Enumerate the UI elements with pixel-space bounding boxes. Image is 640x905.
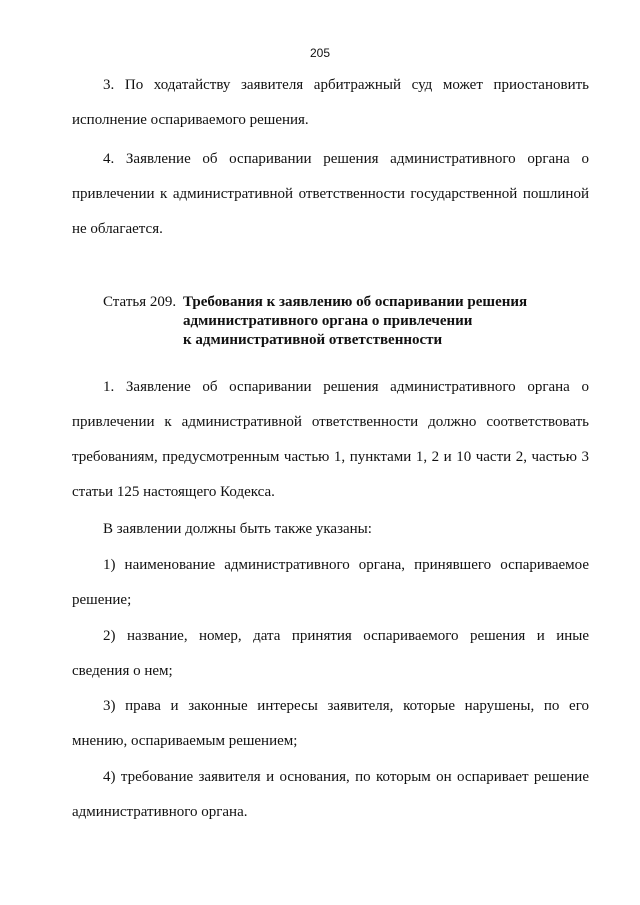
paragraph-also-indicated xyxy=(72,512,589,547)
page-number: 205 xyxy=(309,46,331,60)
paragraph-line: 4. Заявление об оспаривании решения административного органа о xyxy=(103,151,589,167)
list-item-4 xyxy=(72,760,589,830)
article-heading xyxy=(103,293,563,350)
paragraph-line: исполнение оспариваемого решения. xyxy=(72,112,309,128)
article-title-line: Требования к заявлению об оспаривании решения xyxy=(183,294,528,310)
article-title xyxy=(183,293,553,350)
list-item-3 xyxy=(72,689,589,759)
paragraph-line: административного органа. xyxy=(72,804,248,820)
paragraph-line: 3) права и законные интересы заявителя, которые нарушены, по его xyxy=(103,698,589,714)
paragraph-line: не облагается. xyxy=(72,221,163,237)
paragraph-4-state-duty xyxy=(72,142,589,247)
list-item-2 xyxy=(72,619,589,689)
paragraph-line: 2) название, номер, дата принятия оспариваемого решения и иные xyxy=(103,628,589,644)
paragraph-line: привлечении к административной ответственности государственной пошлиной xyxy=(72,186,589,202)
paragraph-line: статьи 125 настоящего Кодекса. xyxy=(72,484,275,500)
article-title-line: к административной ответственности xyxy=(183,332,443,348)
paragraph-line: требованиям, предусмотренным частью 1, пунктами 1, 2 и 10 части 2, частью 3 xyxy=(72,449,589,465)
paragraph-line: сведения о нем; xyxy=(72,663,173,679)
list-item-1 xyxy=(72,548,589,618)
paragraph-line: 3. По ходатайству заявителя арбитражный суд может приостановить xyxy=(103,77,589,93)
paragraph-line: 1. Заявление об оспаривании решения административного органа о xyxy=(103,379,589,395)
paragraph-3-suspension xyxy=(72,68,589,138)
paragraph-line: мнению, оспариваемым решением; xyxy=(72,733,298,749)
paragraph-body-1 xyxy=(72,370,589,510)
paragraph-line: привлечении к административной ответственности должно соответствовать xyxy=(72,414,589,430)
paragraph-line: 4) требование заявителя и основания, по которым он оспаривает решение xyxy=(103,769,589,785)
article-title-line: административного органа о привлечении xyxy=(183,313,473,329)
paragraph-line: В заявлении должны быть также указаны: xyxy=(103,521,372,537)
article-label: Статья 209. xyxy=(103,294,177,310)
paragraph-line: 1) наименование административного органа, принявшего оспариваемое xyxy=(103,557,589,573)
paragraph-line: решение; xyxy=(72,592,132,608)
